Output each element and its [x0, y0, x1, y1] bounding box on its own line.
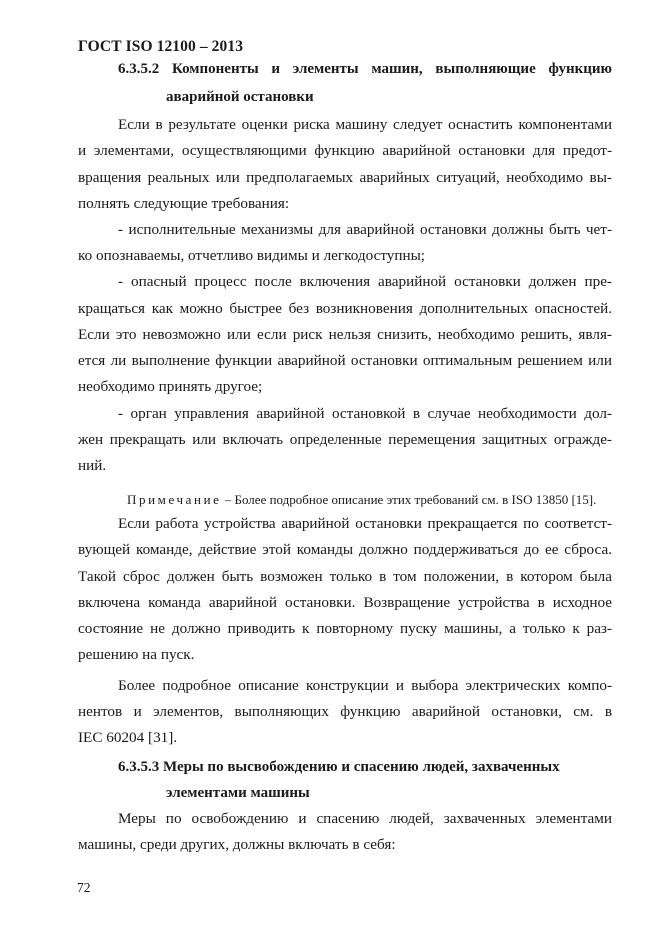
list-item-line: кращаться как можно быстрее без возникновения дополнительных опасностей.: [78, 300, 612, 317]
paragraph-line: вующей команде, действие этой команды должно поддерживаться до ее сброса.: [78, 541, 612, 558]
paragraph-line: Если работа устройства аварийной остановки прекращается по соответст-: [118, 515, 612, 532]
paragraph-line: машины, среди других, должны включать в себя:: [78, 836, 396, 853]
list-item-line: ко опознаваемы, отчетливо видимы и легкодоступны;: [78, 247, 426, 264]
section-heading-6352: 6.3.5.2 Компоненты и элементы машин, выполняющие функцию: [118, 61, 612, 77]
section-heading-6353: 6.3.5.3 Меры по высвобождению и спасению людей, захваченных: [118, 759, 560, 775]
paragraph-line: вращения реальных или предполагаемых аварийных ситуаций, необходимо вы-: [78, 169, 612, 186]
page-number: 72: [77, 880, 91, 895]
list-item-line: - опасный процесс после включения аварийной остановки должен пре-: [118, 273, 612, 290]
paragraph-line: включена команда аварийной остановки. Возвращение устройства в исходное: [78, 594, 612, 611]
paragraph-line: IEC 60204 [31].: [78, 729, 178, 746]
paragraph-line: Более подробное описание конструкции и выбора электрических компо-: [118, 677, 612, 694]
note-text: – Более подробное описание этих требований см. в ISO 13850 [15].: [221, 492, 597, 507]
list-item-line: ний.: [78, 457, 107, 474]
paragraph-line: решению на пуск.: [78, 646, 195, 663]
list-item-line: необходимо принять другое;: [78, 378, 263, 395]
paragraph-line: Такой сброс должен быть возможен только в том положении, в котором была: [78, 568, 612, 585]
list-item-line: ется ли выполнение функции аварийной остановки оптимальным решением или: [78, 352, 612, 369]
document-header: ГОСТ ISO 12100 – 2013: [78, 38, 244, 55]
note: [127, 492, 596, 508]
paragraph-line: нентов и элементов, выполняющих функцию аварийной остановки, см. в: [78, 703, 612, 720]
list-item-line: - орган управления аварийной остановкой в случае необходимости дол-: [118, 405, 612, 422]
list-item-line: жен прекращать или включать определенные перемещения защитных огражде-: [78, 431, 612, 448]
paragraph-line: и элементами, осуществляющими функцию аварийной остановки для предот-: [78, 142, 612, 159]
paragraph-line: полнять следующие требования:: [78, 195, 290, 212]
note-label: Примечание: [127, 492, 222, 507]
section-heading-6353-line2: элементами машины: [166, 785, 310, 801]
paragraph-line: Если в результате оценки риска машину следует оснастить компонентами: [118, 116, 612, 133]
list-item-line: - исполнительные механизмы для аварийной остановки должны быть чет-: [118, 221, 612, 238]
list-item-line: Если это невозможно или если риск нельзя снизить, необходимо решить, явля-: [78, 326, 612, 343]
paragraph-line: Меры по освобождению и спасению людей, захваченных элементами: [118, 810, 612, 827]
paragraph-line: состояние не должно приводить к повторному пуску машины, а только к раз-: [78, 620, 612, 637]
section-heading-6352-line2: аварийной остановки: [166, 89, 314, 105]
